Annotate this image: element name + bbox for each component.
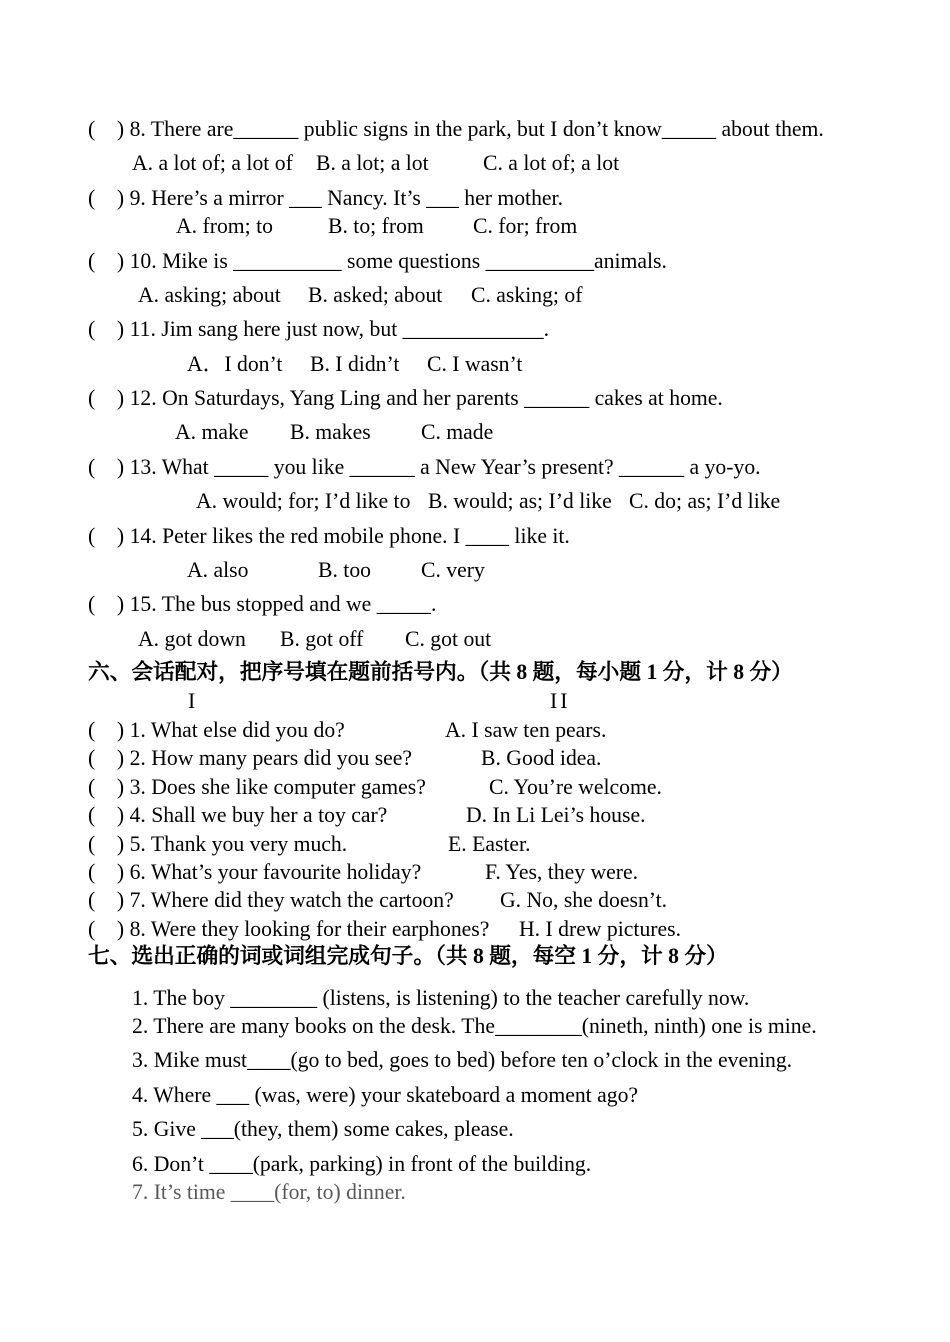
option-a: A. a lot of; a lot of xyxy=(132,151,293,175)
question-stem: What _____ you like ______ a New Year’s present? ______ a yo-yo. xyxy=(161,455,761,479)
question-stem: The bus stopped and we _____. xyxy=(161,592,437,616)
match-answer-e: E. Easter. xyxy=(448,832,531,856)
question-number: 6. xyxy=(129,860,146,884)
question-number: 8. xyxy=(129,917,146,941)
sentence-text: There are many books on the desk. The________(nineth, ninth) one is mine. xyxy=(153,1014,817,1038)
sentence-text: Don’t ____(park, parking) in front of the building. xyxy=(153,1152,592,1176)
option-a: A. from; to xyxy=(176,214,273,238)
option-b: B. too xyxy=(318,558,372,582)
option-b: B. got off xyxy=(280,627,364,651)
answer-bracket: ( ) xyxy=(88,888,125,912)
sentence-3 xyxy=(132,1047,792,1073)
mc-question-10 xyxy=(88,248,667,274)
question-stem: There are______ public signs in the park, but I don’t know_____ about them. xyxy=(150,117,824,141)
option-a: A. would; for; I’d like to xyxy=(196,489,411,513)
mc-question-14 xyxy=(88,523,570,549)
sentence-number: 5. xyxy=(132,1117,149,1141)
option-c: C. for; from xyxy=(473,214,578,238)
match-row-3 xyxy=(0,774,950,800)
answer-bracket: ( ) xyxy=(88,386,125,410)
mc-options-13 xyxy=(0,488,950,514)
option-a: A. also xyxy=(187,558,249,582)
option-b: B. would; as; I’d like xyxy=(428,489,612,513)
question-number: 13. xyxy=(129,455,157,479)
question-number: 5. xyxy=(129,832,146,856)
sentence-number: 3. xyxy=(132,1048,149,1072)
matching-column-labels xyxy=(0,688,950,714)
option-a: A. asking; about xyxy=(138,283,281,307)
question-text: Does she like computer games? xyxy=(151,775,426,799)
answer-bracket: ( ) xyxy=(88,455,125,479)
mc-question-11 xyxy=(88,316,549,342)
sentence-text: The boy ________ (listens, is listening) to the teacher carefully now. xyxy=(153,986,750,1010)
answer-bracket: ( ) xyxy=(88,592,125,616)
answer-bracket: ( ) xyxy=(88,746,125,770)
mc-question-8 xyxy=(88,116,824,142)
option-b: B. makes xyxy=(290,420,371,444)
sentence-number: 2. xyxy=(132,1014,149,1038)
answer-bracket: ( ) xyxy=(88,803,125,827)
option-c: C. made xyxy=(421,420,494,444)
mc-options-15 xyxy=(0,626,950,652)
question-text: Shall we buy her a toy car? xyxy=(151,803,388,827)
match-answer-d: D. In Li Lei’s house. xyxy=(466,803,646,827)
sentence-number: 6. xyxy=(132,1152,149,1176)
sentence-number: 1. xyxy=(132,986,149,1010)
question-text: Where did they watch the cartoon? xyxy=(150,888,454,912)
option-c: C. very xyxy=(421,558,485,582)
option-a: A. got down xyxy=(138,627,246,651)
sentence-5 xyxy=(132,1116,514,1142)
sentence-text: Where ___ (was, were) your skateboard a moment ago? xyxy=(153,1083,639,1107)
option-b: B. I didn’t xyxy=(310,352,400,376)
match-row-8 xyxy=(0,916,950,942)
match-answer-a: A. I saw ten pears. xyxy=(445,718,607,742)
mc-options-9 xyxy=(0,213,950,239)
option-b: B. to; from xyxy=(328,214,424,238)
sentence-2 xyxy=(132,1013,817,1039)
question-number: 14. xyxy=(129,524,157,548)
question-text: How many pears did you see? xyxy=(151,746,413,770)
section-heading-matching: 六、会话配对，把序号填在题前括号内。（共 8 题，每小题 1 分，计 8 分） xyxy=(88,660,793,684)
match-answer-h: H. I drew pictures. xyxy=(519,917,681,941)
match-row-5 xyxy=(0,831,950,857)
answer-bracket: ( ) xyxy=(88,718,125,742)
mc-options-10 xyxy=(0,282,950,308)
match-row-6 xyxy=(0,859,950,885)
question-number: 1. xyxy=(129,718,146,742)
question-number: 4. xyxy=(129,803,146,827)
mc-question-15 xyxy=(88,591,436,617)
option-c: C. asking; of xyxy=(471,283,583,307)
question-number: 8. xyxy=(129,117,146,141)
sentence-text: Mike must____(go to bed, goes to bed) before ten o’clock in the evening. xyxy=(153,1048,793,1072)
sentence-text: Give ___(they, them) some cakes, please. xyxy=(153,1117,514,1141)
option-a: A．I don’t xyxy=(187,352,283,376)
mc-question-12 xyxy=(88,385,723,411)
mc-options-12 xyxy=(0,419,950,445)
match-question-8 xyxy=(88,916,489,942)
sentence-4 xyxy=(132,1082,638,1108)
question-number: 9. xyxy=(129,186,146,210)
question-number: 11. xyxy=(129,317,156,341)
question-stem: On Saturdays, Yang Ling and her parents ______ cakes at home. xyxy=(162,386,723,410)
question-stem: Jim sang here just now, but _____________. xyxy=(161,317,550,341)
match-answer-g: G. No, she doesn’t. xyxy=(500,888,668,912)
option-c: C. got out xyxy=(405,627,492,651)
question-stem: Mike is __________ some questions __________animals. xyxy=(162,249,667,273)
match-question-5 xyxy=(88,831,347,857)
answer-bracket: ( ) xyxy=(88,524,125,548)
question-stem: Peter likes the red mobile phone. I ____ like it. xyxy=(162,524,570,548)
question-text: What else did you do? xyxy=(150,718,345,742)
sentence-1 xyxy=(132,985,749,1011)
match-question-7 xyxy=(88,887,454,913)
match-answer-c: C. You’re welcome. xyxy=(489,775,662,799)
mc-options-11 xyxy=(0,351,950,377)
match-question-6 xyxy=(88,859,421,885)
match-question-1 xyxy=(88,717,345,743)
mc-question-13 xyxy=(88,454,761,480)
option-c: C. I wasn’t xyxy=(427,352,523,376)
sentence-7 xyxy=(132,1179,406,1205)
question-stem: Here’s a mirror ___ Nancy. It’s ___ her mother. xyxy=(151,186,563,210)
option-c: C. do; as; I’d like xyxy=(629,489,781,513)
match-row-7 xyxy=(0,887,950,913)
match-answer-f: F. Yes, they were. xyxy=(485,860,639,884)
question-text: Thank you very much. xyxy=(150,832,348,856)
question-number: 2. xyxy=(129,746,146,770)
sentence-number: 7. xyxy=(132,1180,149,1204)
mc-options-8 xyxy=(0,150,950,176)
match-row-2 xyxy=(0,745,950,771)
match-question-2 xyxy=(88,745,412,771)
column-label-2: II xyxy=(550,689,571,713)
option-b: B. a lot; a lot xyxy=(316,151,429,175)
option-a: A. make xyxy=(175,420,249,444)
mc-question-9 xyxy=(88,185,563,211)
question-text: What’s your favourite holiday? xyxy=(150,860,422,884)
match-question-3 xyxy=(88,774,426,800)
answer-bracket: ( ) xyxy=(88,917,125,941)
answer-bracket: ( ) xyxy=(88,117,125,141)
answer-bracket: ( ) xyxy=(88,832,125,856)
option-c: C. a lot of; a lot xyxy=(483,151,620,175)
match-row-4 xyxy=(0,802,950,828)
answer-bracket: ( ) xyxy=(88,775,125,799)
question-number: 7. xyxy=(129,888,146,912)
match-answer-b: B. Good idea. xyxy=(481,746,602,770)
answer-bracket: ( ) xyxy=(88,186,125,210)
mc-options-14 xyxy=(0,557,950,583)
answer-bracket: ( ) xyxy=(88,860,125,884)
question-number: 10. xyxy=(129,249,157,273)
question-number: 12. xyxy=(129,386,157,410)
sentence-text: It’s time ____(for, to) dinner. xyxy=(153,1180,406,1204)
sentence-6 xyxy=(132,1151,591,1177)
question-number: 3. xyxy=(129,775,146,799)
answer-bracket: ( ) xyxy=(88,317,125,341)
section-heading-word-choice: 七、选出正确的词或词组完成句子。（共 8 题，每空 1 分，计 8 分） xyxy=(88,944,728,968)
question-number: 15. xyxy=(129,592,157,616)
sentence-number: 4. xyxy=(132,1083,149,1107)
question-text: Were they looking for their earphones? xyxy=(150,917,490,941)
answer-bracket: ( ) xyxy=(88,249,125,273)
column-label-1: I xyxy=(188,689,199,713)
option-b: B. asked; about xyxy=(308,283,443,307)
match-row-1 xyxy=(0,717,950,743)
match-question-4 xyxy=(88,802,387,828)
